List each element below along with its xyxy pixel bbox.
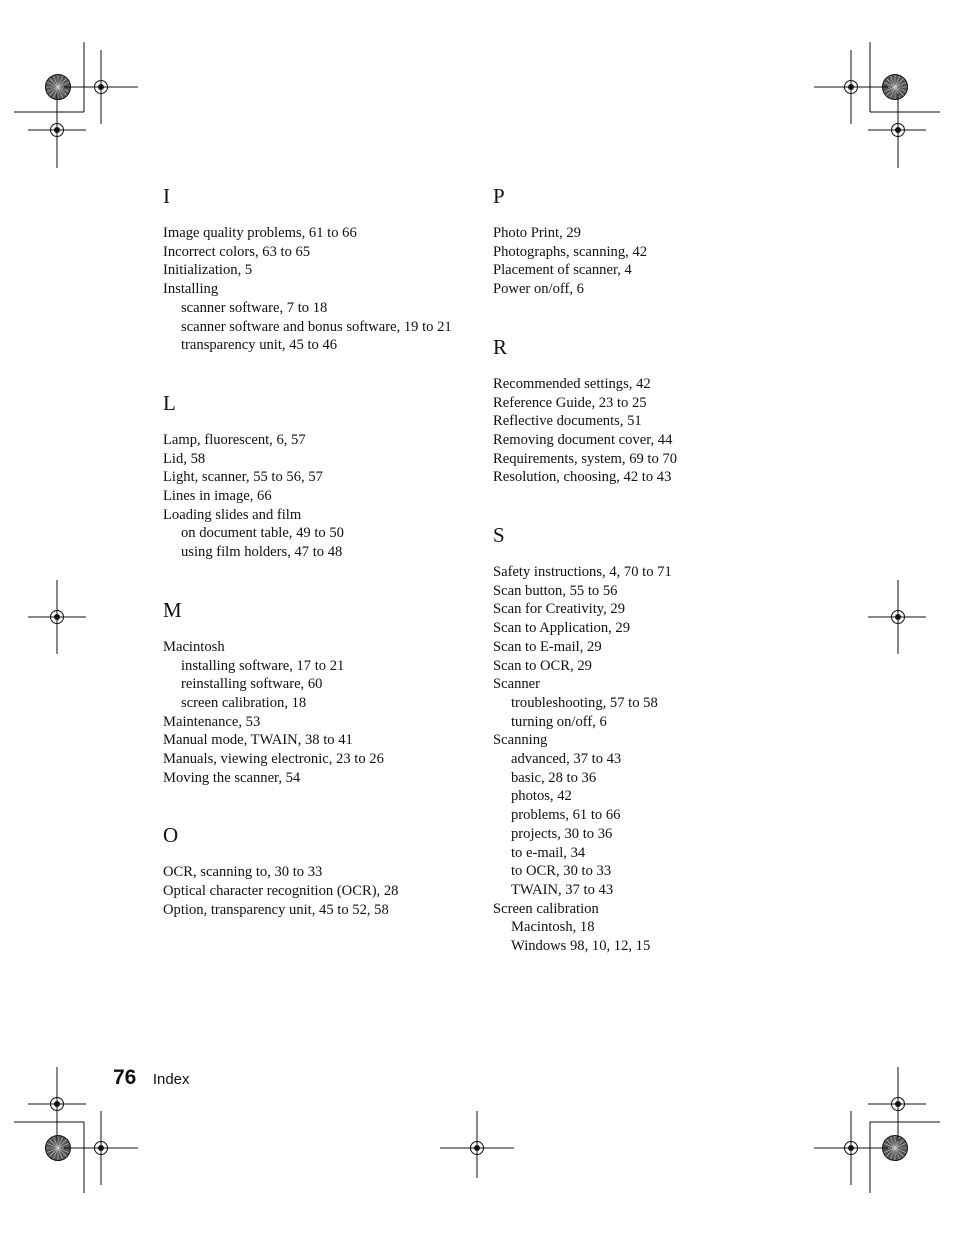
index-entry: Power on/off, 6 (493, 281, 584, 298)
section-gap (493, 299, 793, 335)
index-entry: Resolution, choosing, 42 to 43 (493, 469, 672, 486)
index-section-o (163, 823, 463, 919)
index-entry: Safety instructions, 4, 70 to 71 (493, 564, 672, 581)
index-section-m (163, 598, 463, 788)
index-subentry: TWAIN, 37 to 43 (511, 881, 614, 898)
index-entry: Maintenance, 53 (163, 713, 261, 730)
index-entry: Option, transparency unit, 45 to 52, 58 (163, 901, 389, 918)
index-entry: Loading slides and film (163, 506, 302, 523)
index-entry: Incorrect colors, 63 to 65 (163, 243, 311, 260)
index-subentry: using film holders, 47 to 48 (181, 544, 343, 561)
index-subentry: to e-mail, 34 (511, 844, 586, 861)
index-entry: Optical character recognition (OCR), 28 (163, 883, 399, 900)
index-entry: Photographs, scanning, 42 (493, 243, 648, 260)
section-letter: R (493, 334, 508, 359)
index-entry: Recommended settings, 42 (493, 375, 651, 392)
index-subentry: Windows 98, 10, 12, 15 (511, 938, 651, 955)
page-number: 76 (113, 1066, 137, 1089)
index-subentry: installing software, 17 to 21 (181, 657, 345, 674)
index-subentry: Macintosh, 18 (511, 919, 595, 936)
section-gap (163, 787, 463, 823)
index-entry: Initialization, 5 (163, 262, 253, 279)
section-gap (163, 562, 463, 598)
index-entry: Removing document cover, 44 (493, 431, 673, 448)
index-subentry: projects, 30 to 36 (511, 825, 613, 842)
index-subentry: advanced, 37 to 43 (511, 751, 622, 768)
index-entry: Macintosh (163, 638, 225, 655)
index-subentry: to OCR, 30 to 33 (511, 863, 612, 880)
index-subentry: transparency unit, 45 to 46 (181, 337, 338, 354)
index-subentry: troubleshooting, 57 to 58 (511, 694, 658, 711)
section-letter: L (163, 390, 176, 415)
section-letter: O (163, 823, 179, 848)
index-column-right (493, 184, 793, 956)
index-subentry: scanner software, 7 to 18 (181, 299, 328, 316)
page-footer (113, 1066, 190, 1090)
index-entry: Light, scanner, 55 to 56, 57 (163, 469, 323, 486)
section-gap (163, 355, 463, 391)
index-entry: Installing (163, 281, 219, 298)
index-entry: Scan button, 55 to 56 (493, 582, 618, 599)
index-subentry: photos, 42 (511, 788, 572, 805)
index-entry: Scan to OCR, 29 (493, 657, 592, 674)
section-gap (493, 487, 793, 523)
index-section-l (163, 391, 463, 562)
index-section-r (493, 335, 793, 487)
index-subentry: turning on/off, 6 (511, 713, 607, 730)
index-entry: Moving the scanner, 54 (163, 769, 301, 786)
index-entry: OCR, scanning to, 30 to 33 (163, 864, 323, 881)
index-entry: Manuals, viewing electronic, 23 to 26 (163, 751, 384, 768)
index-entry: Screen calibration (493, 900, 599, 917)
section-letter: P (493, 184, 505, 208)
index-subentry: basic, 28 to 36 (511, 769, 597, 786)
index-entry: Manual mode, TWAIN, 38 to 41 (163, 732, 353, 749)
index-section-i (163, 184, 463, 355)
index-subentry: problems, 61 to 66 (511, 807, 621, 824)
index-entry: Photo Print, 29 (493, 225, 581, 241)
index-subentry: reinstalling software, 60 (181, 676, 323, 693)
section-letter: S (493, 523, 505, 548)
index-section-s (493, 523, 793, 956)
index-entry: Scan for Creativity, 29 (493, 601, 625, 618)
index-entry: Scanning (493, 732, 548, 749)
index-entry: Lamp, fluorescent, 6, 57 (163, 431, 306, 448)
index-entry: Image quality problems, 61 to 66 (163, 225, 357, 241)
index-entry: Scan to Application, 29 (493, 620, 631, 637)
index-entry: Requirements, system, 69 to 70 (493, 450, 678, 467)
section-letter: I (163, 184, 170, 208)
index-section-p (493, 184, 793, 299)
index-subentry: scanner software and bonus software, 19 to 21 (181, 318, 452, 335)
index-subentry: screen calibration, 18 (181, 694, 307, 711)
index-entry: Placement of scanner, 4 (493, 262, 632, 279)
index-entry: Reference Guide, 23 to 25 (493, 394, 647, 411)
running-title: Index (152, 1071, 190, 1088)
index-subentry: on document table, 49 to 50 (181, 525, 344, 542)
index-entry: Reflective documents, 51 (493, 413, 642, 430)
index-column-left (163, 184, 463, 920)
index-entry: Lid, 58 (163, 450, 206, 467)
section-letter: M (163, 597, 182, 622)
index-entry: Scanner (493, 676, 541, 693)
index-entry: Scan to E-mail, 29 (493, 638, 602, 655)
index-entry: Lines in image, 66 (163, 488, 272, 505)
